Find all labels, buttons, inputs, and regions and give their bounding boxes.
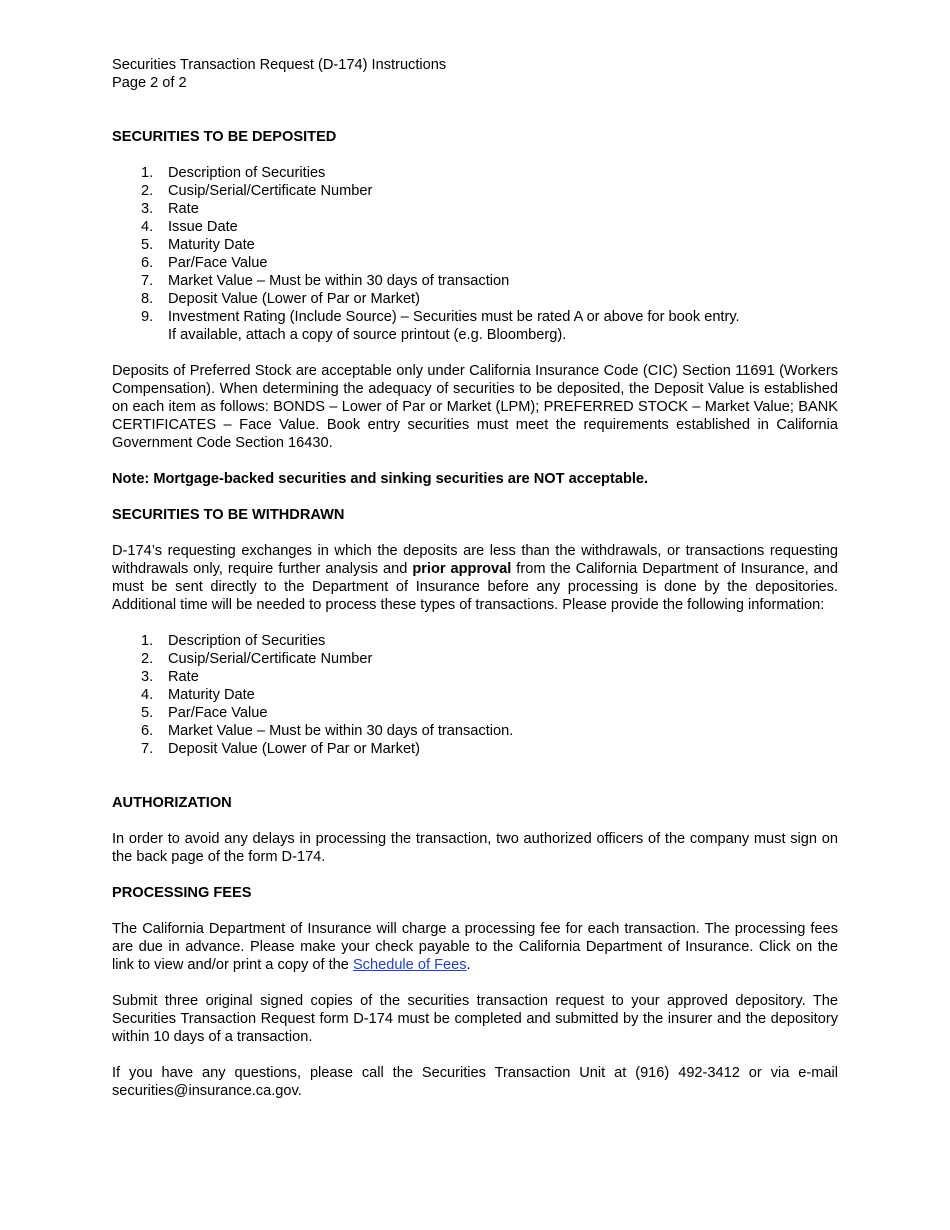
authorization-paragraph: In order to avoid any delays in processing the transaction, two authorized officers of the company must sign on the back page of the form D-174. — [112, 831, 838, 865]
list-item: 2. Cusip/Serial/Certificate Number — [141, 183, 373, 199]
withdrawn-list — [112, 632, 838, 758]
document-page — [112, 56, 838, 1100]
list-item-continuation: If available, attach a copy of source printout (e.g. Bloomberg). — [168, 327, 567, 343]
list-item: 8. Deposit Value (Lower of Par or Market) — [141, 291, 420, 307]
preferred-stock-paragraph: Deposits of Preferred Stock are acceptable only under California Insurance Code (CIC) Section 11691 (Workers Compensation). When determining the adequacy of securities to be deposited, the Deposit Value is established on each item as follows: BONDS – Lower of Par or Market (LPM); PREFERRED STOCK – Market Value; BANK CERTIFICATES – Face Value. Book entry securities must meet the requirements established in California Government Code Section 16430. — [112, 363, 838, 451]
list-item: 5. Maturity Date — [141, 237, 255, 253]
deposited-list — [112, 164, 838, 344]
list-item: 5. Par/Face Value — [141, 705, 268, 721]
list-item: 7. Market Value – Must be within 30 days of transaction — [141, 273, 510, 289]
list-item: 3. Rate — [141, 669, 199, 685]
list-item: 4. Maturity Date — [141, 687, 255, 703]
withdrawn-section-title: SECURITIES TO BE WITHDRAWN — [112, 507, 345, 523]
list-item: 1. Description of Securities — [141, 165, 326, 181]
fees-section-title: PROCESSING FEES — [112, 885, 252, 901]
list-item: 1. Description of Securities — [141, 633, 326, 649]
page-number: Page 2 of 2 — [112, 75, 187, 91]
authorization-section-title: AUTHORIZATION — [112, 795, 232, 811]
list-item: 7. Deposit Value (Lower of Par or Market) — [141, 741, 420, 757]
contact-paragraph: If you have any questions, please call the Securities Transaction Unit at (916) 492-3412 or via e-mail securities@insurance.ca.gov. — [112, 1065, 838, 1099]
list-item: 9. Investment Rating (Include Source) – Securities must be rated A or above for book entry. If available, attach a copy of source printout (e.g. Bloomberg). — [141, 309, 740, 343]
prior-approval-text: prior approval — [412, 561, 512, 577]
note-text: Note: Mortgage-backed securities and sinking securities are NOT acceptable. — [112, 471, 649, 487]
submit-paragraph: Submit three original signed copies of the securities transaction request to your approved depository. The Securities Transaction Request form D-174 must be completed and submitted by the insurer and the depository within 10 days of a transaction. — [112, 993, 838, 1045]
document-title: Securities Transaction Request (D-174) Instructions — [112, 57, 447, 73]
list-item: 3. Rate — [141, 201, 199, 217]
deposited-section-title: SECURITIES TO BE DEPOSITED — [112, 129, 337, 145]
withdrawn-paragraph: D-174’s requesting exchanges in which the deposits are less than the withdrawals, or transactions requesting withdrawals only, require further analysis and prior approval from the California Department of Insurance, and must be sent directly to the Department of Insurance before any processing is done by the depositories. Additional time will be needed to process these types of transactions. Please provide the following information: — [112, 543, 838, 613]
fees-paragraph: The California Department of Insurance will charge a processing fee for each transaction. The processing fees are due in advance. Please make your check payable to the California Department of Insurance. Click on the link to view and/or print a copy of the Schedule of Fees. — [112, 921, 838, 973]
list-item: 4. Issue Date — [141, 219, 238, 235]
list-item: 6. Market Value – Must be within 30 days of transaction. — [141, 723, 514, 739]
schedule-of-fees-link[interactable]: Schedule of Fees — [352, 957, 467, 973]
list-item: 2. Cusip/Serial/Certificate Number — [141, 651, 373, 667]
list-item: 6. Par/Face Value — [141, 255, 268, 271]
